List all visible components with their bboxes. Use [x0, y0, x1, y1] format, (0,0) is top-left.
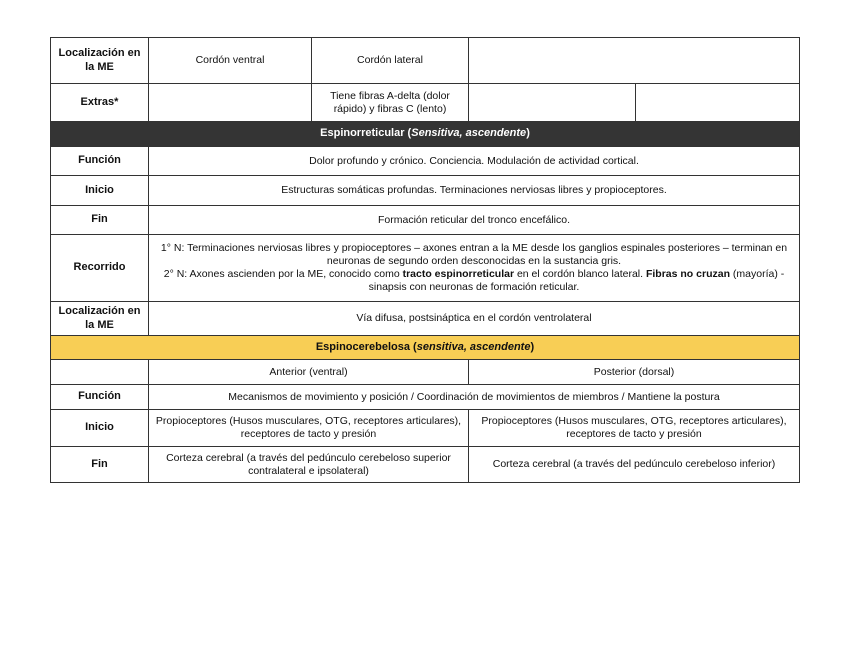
- tracts-table: [50, 37, 800, 483]
- section-title: [51, 122, 800, 147]
- empty-cell: [469, 38, 800, 84]
- section-name: Espinocerebelosa: [315, 340, 410, 353]
- row-label-funcion: Función: [51, 385, 149, 410]
- table-row: [51, 38, 800, 84]
- row-label-extras: Extras*: [51, 84, 149, 122]
- fin-anterior: Corteza cerebral (a través del pedúnculo cerebeloso superior contralateral e ipsolateral): [149, 447, 469, 483]
- row-label-funcion: Función: [51, 147, 149, 176]
- recorrido-bold-fibras: Fibras no cruzan: [645, 268, 730, 280]
- inicio-anterior: Propioceptores (Husos musculares, OTG, receptores articulares), receptores de tacto y presión: [149, 410, 469, 447]
- table-row: [51, 447, 800, 483]
- empty-cell: [51, 360, 149, 385]
- table-row: [51, 206, 800, 235]
- recorrido-line-2: [154, 268, 794, 294]
- row-label-fin: Fin: [51, 206, 149, 235]
- row-label-inicio: Inicio: [51, 176, 149, 206]
- recorrido-text-part: en el cordón blanco lateral.: [514, 268, 646, 280]
- table-row: [51, 302, 800, 336]
- table-row: [51, 84, 800, 122]
- recorrido-text-part: (mayoría) - sinapsis con neuronas de formación reticular.: [368, 268, 785, 293]
- table-row: [51, 147, 800, 176]
- recorrido-line-1: 1° N: Terminaciones nerviosas libres y propioceptores – axones entran a la ME desde los ganglios espinales posteriores – terminan en neuronas de segundo orden desconocidas en la sustancia gris.: [160, 242, 788, 268]
- row-label-localizacion: Localización en la ME: [51, 38, 149, 84]
- column-posterior: Posterior (dorsal): [469, 360, 800, 385]
- row-label-recorrido: Recorrido: [51, 235, 149, 302]
- table-row: [51, 235, 800, 302]
- empty-cell: [149, 84, 312, 122]
- row-label-localizacion: Localización en la ME: [51, 302, 149, 336]
- recorrido-bold-tracto: tracto espinorreticular: [402, 268, 515, 280]
- fin-text: Formación reticular del tronco encefálico.: [149, 206, 800, 235]
- fin-posterior: Corteza cerebral (a través del pedúnculo cerebeloso inferior): [469, 447, 800, 483]
- column-anterior: Anterior (ventral): [149, 360, 469, 385]
- table-row: [51, 410, 800, 447]
- section-paren-close: ): [526, 127, 530, 140]
- section-paren-open: (: [410, 340, 417, 353]
- inicio-text: Estructuras somáticas profundas. Terminaciones nerviosas libres y propioceptores.: [149, 176, 800, 206]
- localizacion-cordon-ventral: Cordón ventral: [149, 38, 312, 84]
- recorrido-text-part: 2° N: Axones ascienden por la ME, conocido como: [163, 268, 403, 280]
- empty-cell: [636, 84, 800, 122]
- table-row: [51, 176, 800, 206]
- localizacion-text: Vía difusa, postsináptica en el cordón ventrolateral: [149, 302, 800, 336]
- inicio-posterior: Propioceptores (Husos musculares, OTG, receptores articulares), receptores de tacto y presión: [469, 410, 800, 447]
- section-qualifier: sensitiva, ascendente: [416, 340, 531, 353]
- section-name: Espinorreticular: [320, 127, 405, 140]
- localizacion-cordon-lateral: Cordón lateral: [312, 38, 469, 84]
- section-header-espinocerebelosa: [51, 336, 800, 360]
- extras-fibras: Tiene fibras A-delta (dolor rápido) y fibras C (lento): [312, 84, 469, 122]
- section-qualifier: Sensitiva, ascendente: [411, 127, 527, 140]
- section-paren-open: (: [404, 127, 412, 140]
- section-title: [51, 336, 800, 360]
- table-row: [51, 360, 800, 385]
- empty-cell: [469, 84, 636, 122]
- section-header-espinorreticular: [51, 122, 800, 147]
- row-label-inicio: Inicio: [51, 410, 149, 447]
- funcion-text: Dolor profundo y crónico. Conciencia. Modulación de actividad cortical.: [149, 147, 800, 176]
- funcion-text: Mecanismos de movimiento y posición / Coordinación de movimientos de miembros / Mantiene la postura: [149, 385, 800, 410]
- table-row: [51, 385, 800, 410]
- row-label-fin: Fin: [51, 447, 149, 483]
- recorrido-text: [149, 235, 800, 302]
- section-paren-close: ): [530, 340, 535, 353]
